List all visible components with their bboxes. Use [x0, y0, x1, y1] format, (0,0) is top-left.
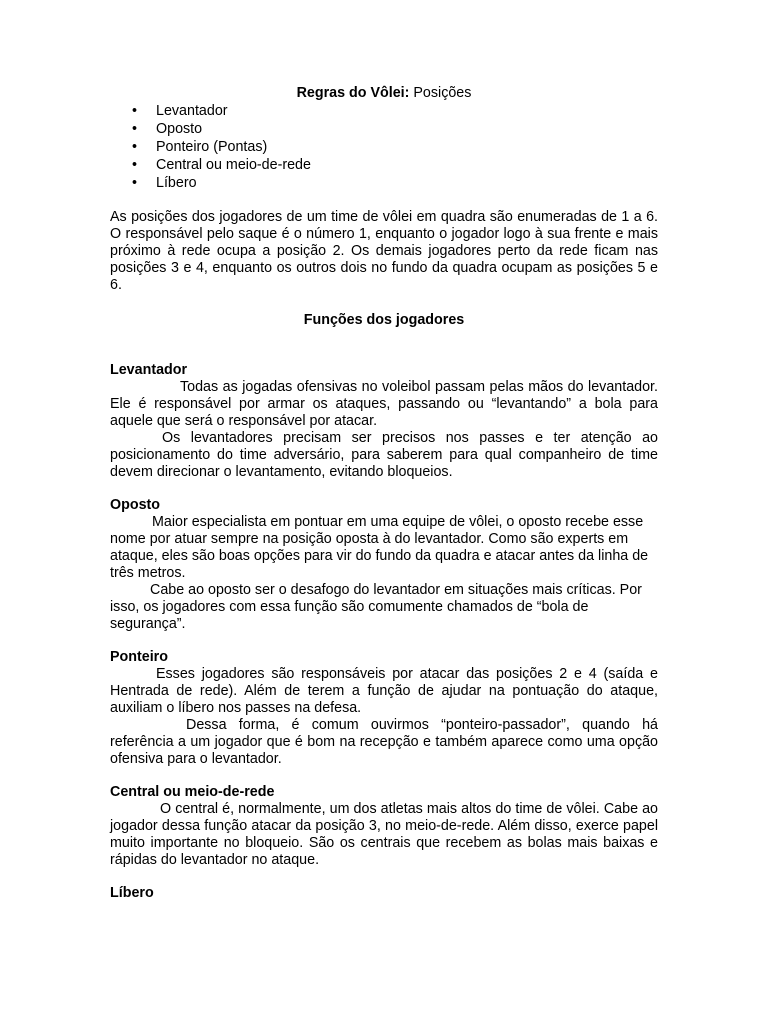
- levantador-paragraph-1: Todas as jogadas ofensivas no voleibol passam pelas mãos do levantador. Ele é responsável por armar os ataques, passando ou “levantando” a bola para aquele que será o responsável por atacar.: [110, 379, 658, 429]
- document-title: [110, 85, 658, 102]
- bullet-icon: •: [132, 139, 138, 155]
- levantador-paragraph-2: Os levantadores precisam ser precisos nos passes e ter atenção ao posicionamento do time adversário, para saberem para qual companheiro de time devem direcionar o levantamento, evitando bloqueios.: [110, 430, 658, 480]
- oposto-heading: Oposto: [110, 497, 161, 513]
- section-title: Funções dos jogadores: [303, 312, 465, 328]
- central-paragraph-1: O central é, normalmente, um dos atletas mais altos do time de vôlei. Cabe ao jogador dessa função atacar da posição 3, no meio-de-rede. Além disso, exerce papel muito importante no bloqueio. São os centrais que recebem as bolas mais baixas e rápidas do levantador no ataque.: [110, 801, 658, 868]
- ponteiro-heading: Ponteiro: [110, 649, 168, 665]
- list-item: [110, 121, 658, 139]
- document-page: [110, 85, 658, 902]
- levantador-heading: Levantador: [110, 362, 188, 378]
- list-item: [110, 139, 658, 157]
- list-item: [110, 103, 658, 121]
- list-item: [110, 157, 658, 175]
- list-item-label: Ponteiro (Pontas): [156, 139, 268, 155]
- intro-paragraph: As posições dos jogadores de um time de vôlei em quadra são enumeradas de 1 a 6. O responsável pelo saque é o número 1, enquanto o jogador logo à sua frente e mais próximo à rede ocupa a posição 2. Os demais jogadores perto da rede ficam nas posições 3 e 4, enquanto os outros dois no fundo da quadra ocupam as posições 5 e 6.: [110, 209, 658, 293]
- bullet-icon: •: [132, 121, 138, 137]
- central-heading: Central ou meio-de-rede: [110, 784, 275, 800]
- bullet-icon: •: [132, 175, 138, 191]
- list-item-label: Oposto: [156, 121, 203, 137]
- list-item-label: Levantador: [156, 103, 228, 119]
- list-item: [110, 175, 658, 193]
- bullet-icon: •: [132, 103, 138, 119]
- bullet-icon: •: [132, 157, 138, 173]
- list-item-label: Central ou meio-de-rede: [156, 157, 311, 173]
- positions-list: [110, 103, 658, 193]
- document-title-bold: Regras do Vôlei:: [296, 85, 410, 101]
- oposto-paragraph-1: Maior especialista em pontuar em uma equipe de vôlei, o oposto recebe esse nome por atuar sempre na posição oposta à do levantador. Como são experts em ataque, eles são boas opções para vir do fundo da quadra e atacar antes da linha de três metros.: [110, 514, 649, 581]
- ponteiro-paragraph-2: Dessa forma, é comum ouvirmos “ponteiro-passador”, quando há referência a um jogador que é bom na recepção e também aparece como uma opção ofensiva para o levantador.: [110, 717, 658, 767]
- document-title-rest: Posições: [409, 85, 472, 101]
- libero-heading: Líbero: [110, 885, 154, 901]
- ponteiro-paragraph-1: Esses jogadores são responsáveis por atacar das posições 2 e 4 (saída e Hentrada de rede). Além de terem a função de ajudar na pontuação do ataque, auxiliam o líbero nos passes na defesa.: [110, 666, 658, 716]
- list-item-label: Líbero: [156, 175, 197, 191]
- oposto-paragraph-2: Cabe ao oposto ser o desafogo do levantador em situações mais críticas. Por isso, os jogadores com essa função são comumente chamados de “bola de segurança”.: [110, 582, 642, 632]
